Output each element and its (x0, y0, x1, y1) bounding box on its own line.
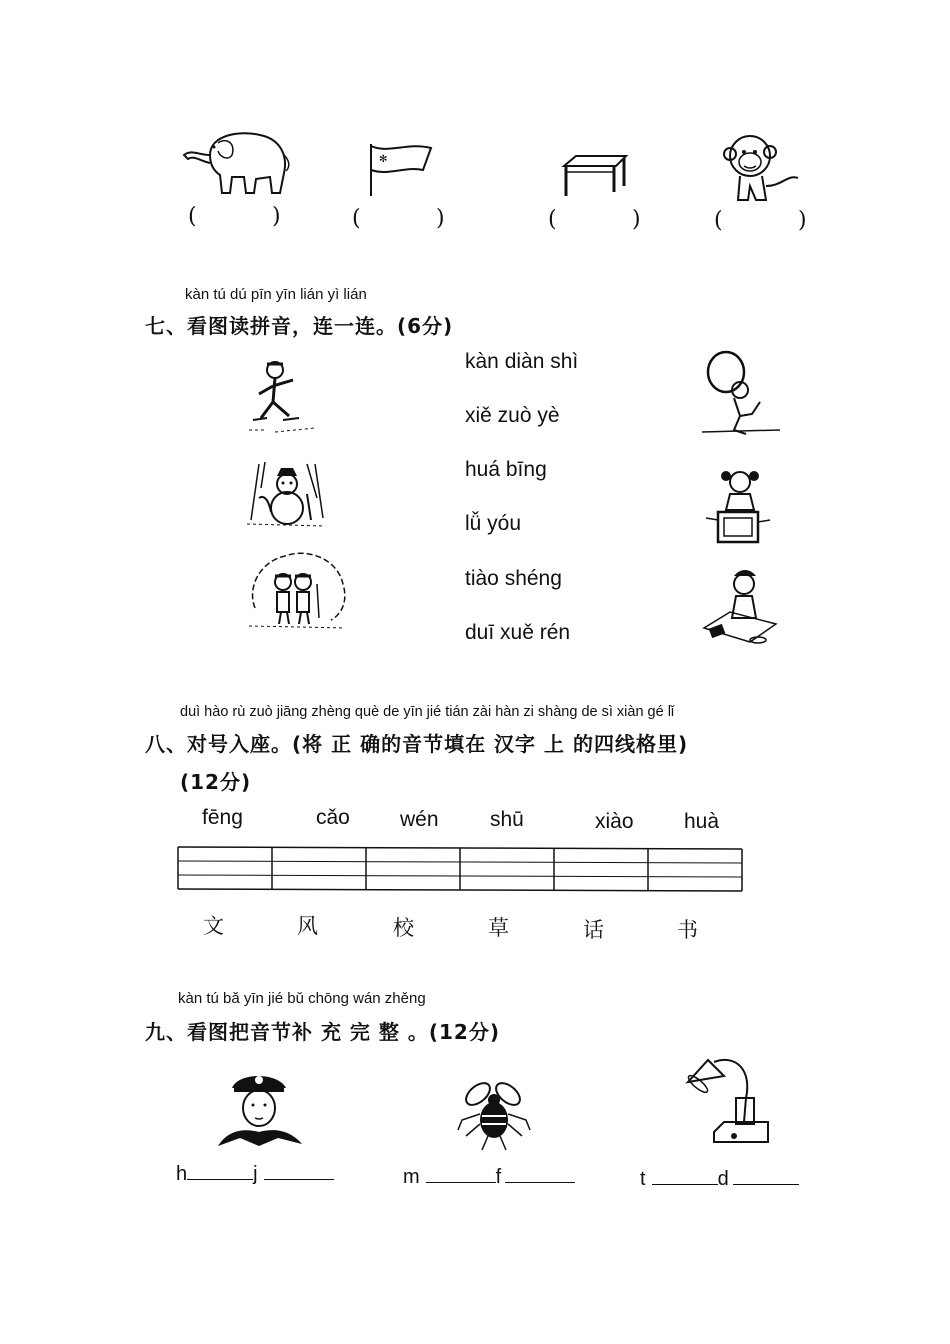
four-line-grid[interactable] (176, 845, 744, 895)
fill-blank[interactable] (187, 1161, 253, 1180)
fill-initial: t (640, 1168, 646, 1190)
syllable-option: fēng (202, 806, 243, 829)
match-word: tiào shéng (465, 567, 562, 590)
flag-picture (365, 140, 437, 198)
lamp-picture (684, 1052, 772, 1150)
fill-item-sailor (176, 1161, 334, 1186)
fill-item-lamp (640, 1166, 799, 1191)
tv-girl-picture (700, 462, 782, 554)
fill-item-bee (403, 1164, 575, 1189)
fill-initial: f (495, 1166, 502, 1188)
section7-pinyin: kàn tú dú pīn yīn lián yì lián (185, 286, 367, 303)
section8-score: (12分) (180, 770, 252, 794)
answer-paren-close: ) (632, 207, 641, 232)
snowman-picture (245, 458, 327, 530)
match-word: kàn diàn shì (465, 350, 579, 373)
table-picture (560, 152, 630, 198)
syllable-option: huà (684, 810, 720, 833)
bee-picture (456, 1074, 532, 1154)
answer-paren-close: ) (798, 208, 807, 233)
hanzi-char: 文 (203, 914, 224, 938)
match-word: duī xuě rén (465, 621, 571, 644)
section7-title: 七、看图读拼音，连一连。(6分) (145, 314, 454, 338)
monkey-picture (722, 130, 802, 206)
jump-rope-girl-picture (700, 350, 782, 442)
svg-text:✻: ✻ (379, 154, 388, 165)
section9-title: 九、看图把音节补 充 完 整 。(12分) (145, 1020, 500, 1044)
fill-blank[interactable] (652, 1166, 718, 1185)
answer-paren-open: ( (188, 204, 197, 229)
fill-initial: d (717, 1168, 729, 1190)
syllable-option: cǎo (316, 806, 350, 829)
fill-initial: j (253, 1163, 258, 1185)
syllable-option: xiào (595, 810, 634, 833)
skating-boy-picture (245, 358, 320, 436)
fill-blank[interactable] (264, 1161, 334, 1180)
answer-paren-open: ( (548, 207, 557, 232)
section8-title: 八、对号入座。(将 正 确的音节填在 汉字 上 的四线格里) (145, 732, 689, 756)
homework-girl-picture (700, 568, 788, 650)
hanzi-char: 风 (297, 914, 318, 938)
hanzi-char: 草 (488, 916, 509, 940)
match-word: xiě zuò yè (465, 404, 560, 427)
hanzi-char: 校 (393, 916, 414, 940)
hanzi-char: 话 (583, 918, 604, 942)
fill-blank[interactable] (426, 1164, 496, 1183)
fill-initial: h (176, 1163, 188, 1185)
travel-kids-picture (245, 548, 350, 632)
answer-paren-close: ) (272, 204, 281, 229)
hanzi-char: 书 (677, 918, 698, 942)
answer-paren-close: ) (436, 206, 445, 231)
answer-paren-open: ( (352, 206, 361, 231)
match-word: lǚ yóu (465, 512, 522, 535)
fill-blank[interactable] (505, 1164, 575, 1183)
fill-initial: m (403, 1166, 420, 1188)
syllable-option: wén (400, 808, 439, 831)
section8-pinyin: duì hào rù zuò jiāng zhèng què de yīn jié tián zài hàn zi shàng de sì xiàn gé lǐ (180, 704, 675, 720)
fill-blank[interactable] (733, 1166, 799, 1185)
answer-paren-open: ( (714, 208, 723, 233)
elephant-picture (180, 125, 292, 197)
match-word: huá bīng (465, 458, 547, 481)
sailor-picture (218, 1068, 304, 1150)
section9-pinyin: kàn tú bǎ yīn jié bǔ chōng wán zhěng (178, 990, 426, 1007)
syllable-option: shū (490, 808, 524, 831)
